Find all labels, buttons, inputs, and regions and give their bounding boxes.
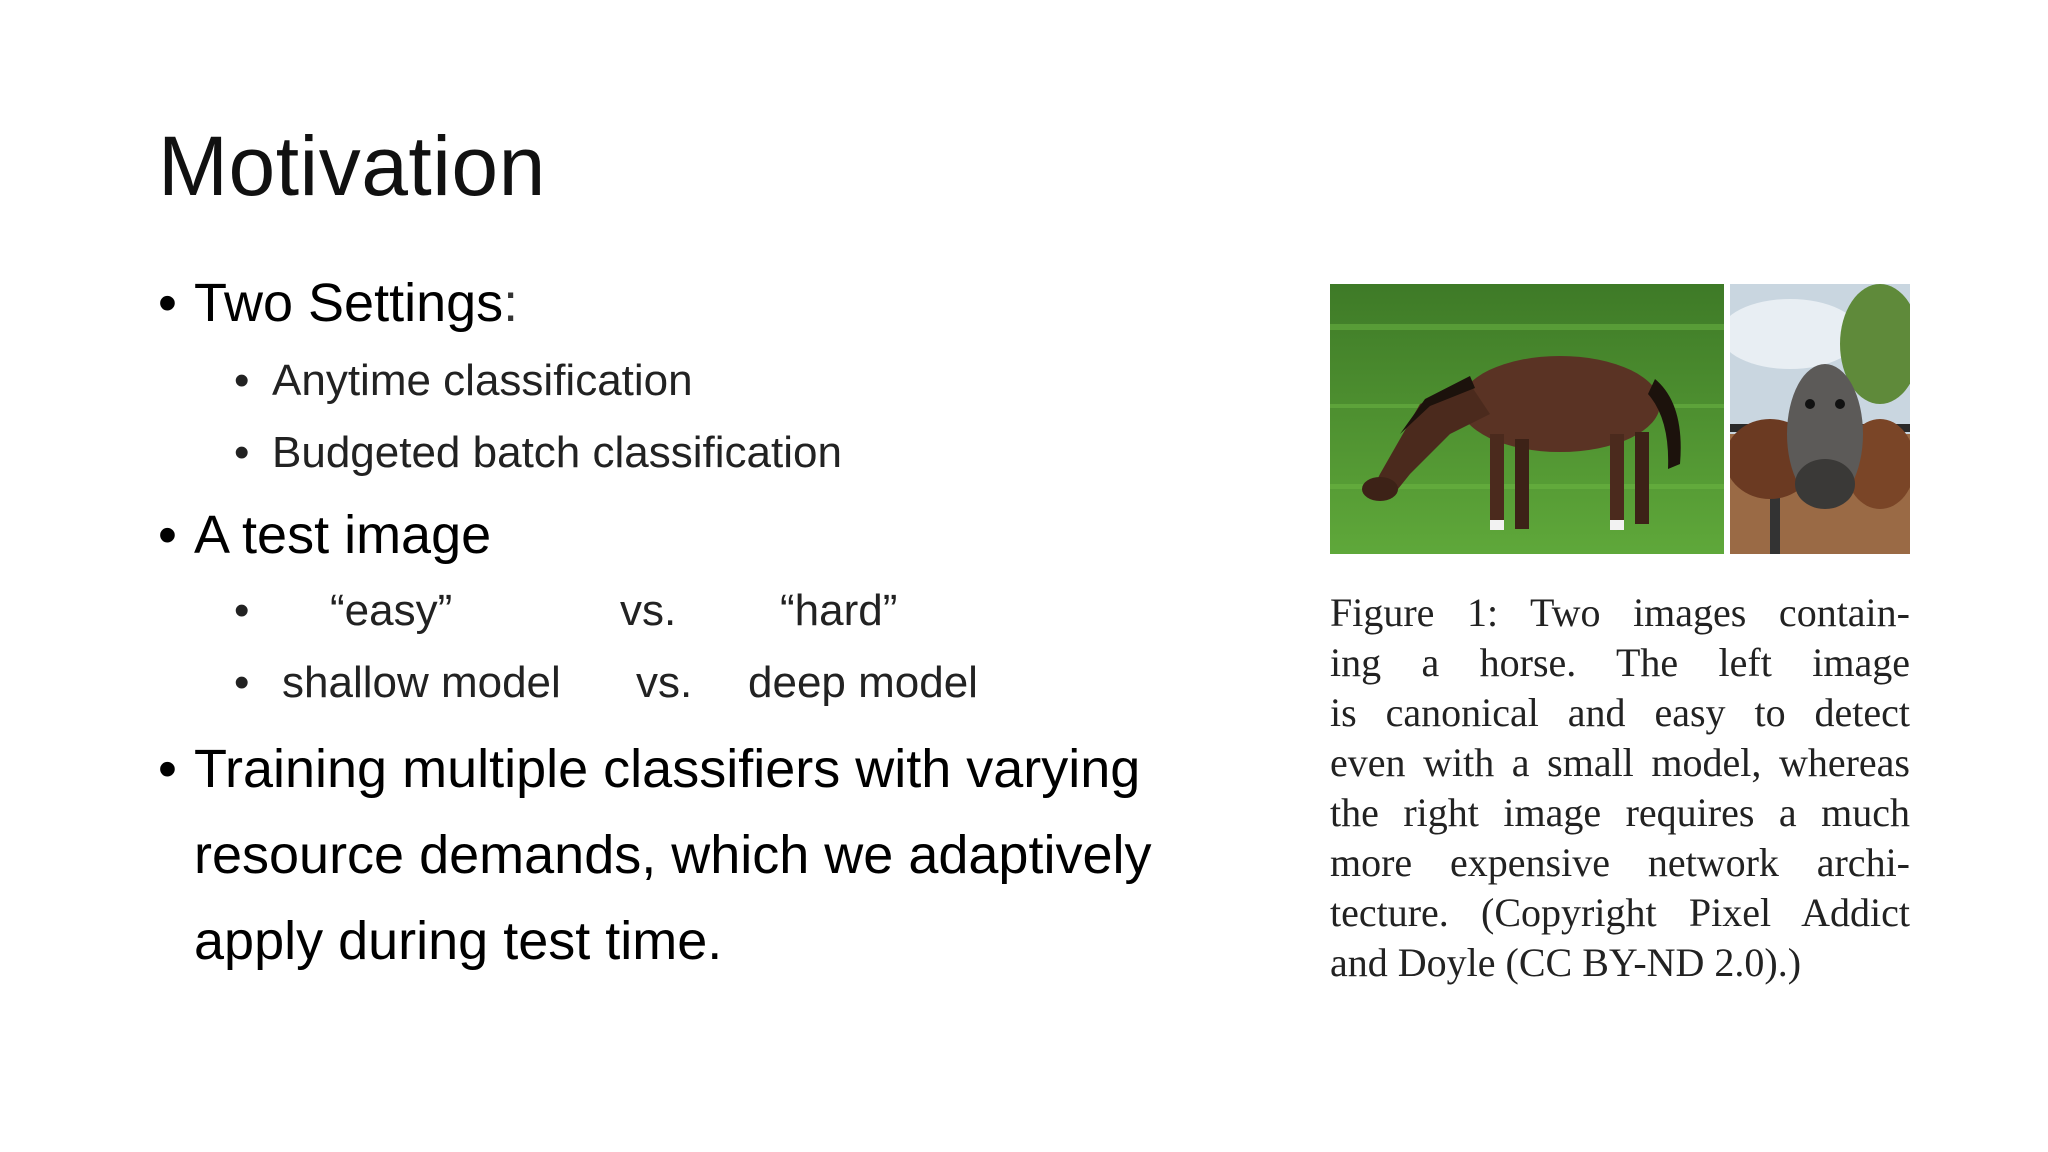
caption-line: more expensive network archi-: [1330, 840, 1910, 885]
bullet-suffix: :: [503, 273, 519, 333]
caption-line: the right image requires a much: [1330, 790, 1910, 835]
comparison-left: shallow model: [282, 658, 561, 707]
caption-line: and Doyle (CC BY-ND 2.0).): [1330, 940, 1802, 985]
comparison-right: “hard”: [780, 586, 898, 635]
bullet-dot-icon: •: [158, 739, 177, 799]
caption-line: even with a small model, whereas: [1330, 740, 1910, 785]
horse-grazing-illustration: [1330, 284, 1724, 554]
bullet-label: A test image: [194, 505, 492, 565]
sub-bullet-text: Budgeted batch classification: [272, 428, 842, 477]
bullet-dot-icon: •: [234, 428, 250, 477]
bullet-line: apply during test time.: [194, 911, 723, 971]
bullet-dot-icon: •: [234, 356, 250, 405]
bullet-dot-icon: •: [234, 658, 250, 707]
caption-line: ing a horse. The left image: [1330, 640, 1910, 685]
sub-bullet-text: Anytime classification: [272, 356, 693, 405]
bullet-dot-icon: •: [234, 586, 250, 635]
caption-line: is canonical and easy to detect: [1330, 690, 1910, 735]
comparison-vs: vs.: [620, 586, 677, 635]
horse-closeup-illustration: [1730, 284, 1910, 554]
comparison-vs: vs.: [636, 658, 693, 707]
bullet-label: Two Settings: [194, 273, 504, 333]
figure-caption: [1330, 588, 1910, 988]
comparison-right: deep model: [748, 658, 978, 707]
bullet-dot-icon: •: [158, 273, 177, 333]
caption-line: tecture. (Copyright Pixel Addict: [1330, 890, 1910, 935]
bullet-line: resource demands, which we adaptively: [194, 825, 1152, 885]
caption-line: Figure 1: Two images contain-: [1330, 590, 1910, 635]
bullet-line: Training multiple classifiers with varying: [194, 739, 1141, 799]
bullet-dot-icon: •: [158, 505, 177, 565]
figure-image-horse-grazing: [1330, 284, 1724, 554]
slide-title: Motivation: [158, 119, 546, 213]
figure-image-horse-closeup: [1730, 284, 1910, 554]
comparison-left: “easy”: [330, 586, 453, 635]
